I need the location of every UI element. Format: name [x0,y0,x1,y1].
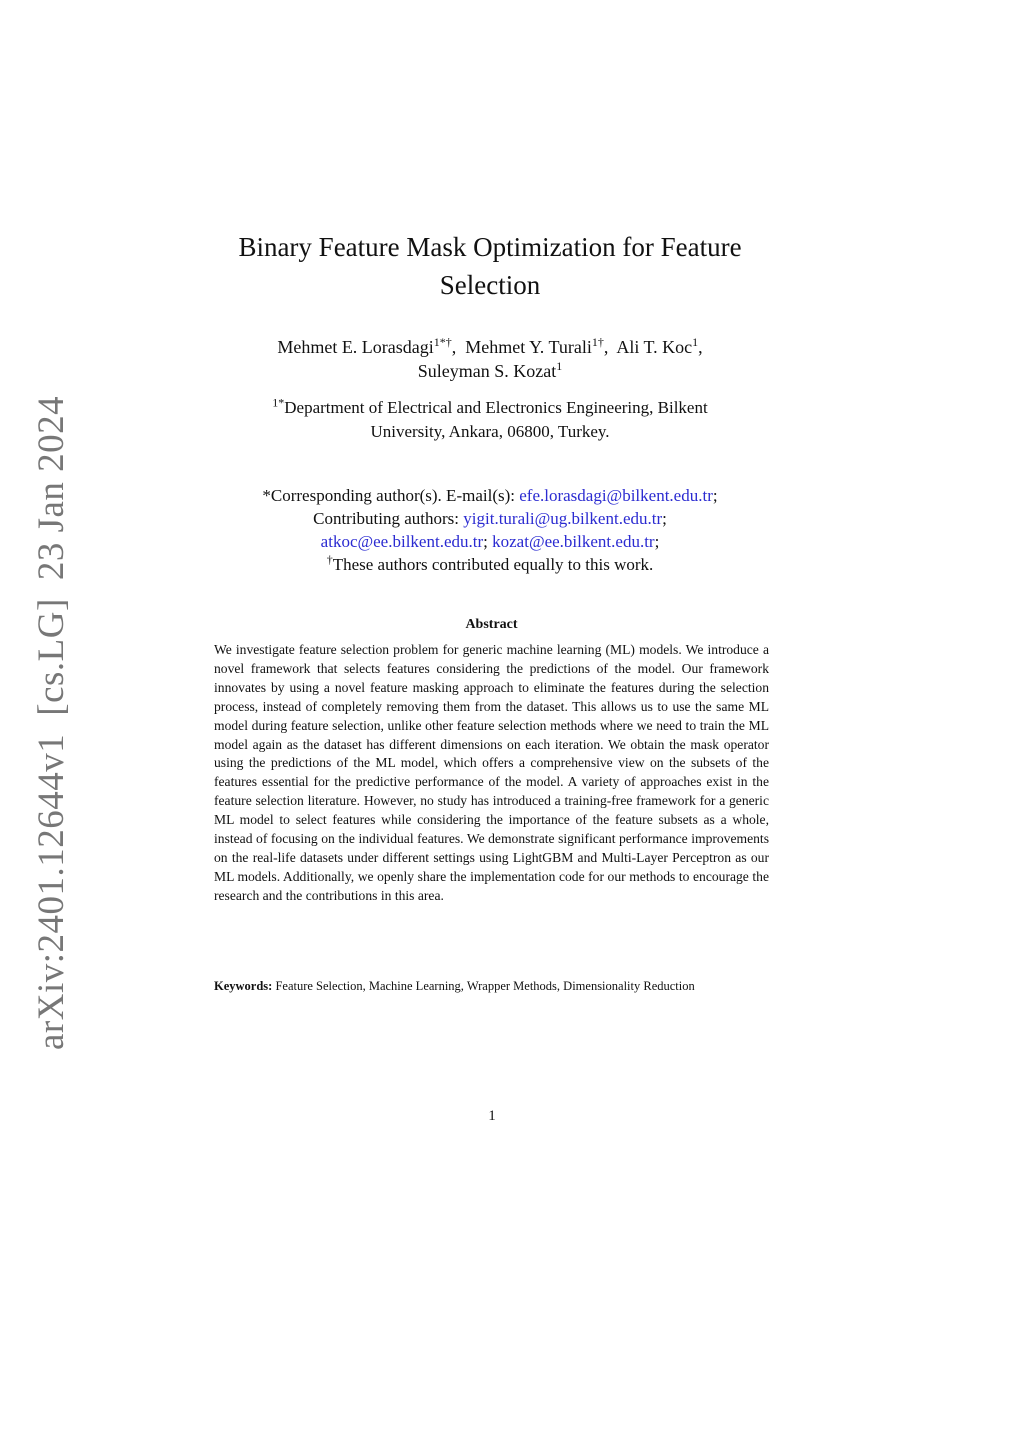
affiliation [200,396,780,444]
paper-title [205,228,775,304]
page-number: 1 [488,1108,496,1124]
author-mark: 1*† [433,335,452,349]
email-link[interactable]: yigit.turali@ug.bilkent.edu.tr [463,509,663,528]
equal-contribution-note: These authors contributed equally to this work. [332,555,654,574]
arxiv-id: arXiv:2401.12644v1 [31,733,72,1050]
affiliation-line1: Department of Electrical and Electronics Engineering, Bilkent [284,398,708,417]
author-name: Ali T. Koc [616,337,693,357]
abstract-text: We investigate feature selection problem for generic machine learning (ML) models. We introduce a novel framework that selects features considering the predictions of the model. Our framework innovates by using a novel feature masking approach to eliminate the features during the selection process, instead of completely removing them from the dataset. This allows us to use the same ML model during feature selection, unlike other feature selection methods where we need to train the ML model again as the dataset has different dimensions on each iteration. We obtain the mask operator using the predictions of the ML model, which offers a comprehensive view on the subsets of the features essential for the predictive performance of the model. A variety of approaches exist in the feature selection literature. However, no study has introduced a training-free framework for a generic ML model to select features while considering the importance of the feature subsets as a whole, instead of focusing on the individual features. We demonstrate significant performance improvements on the real-life datasets under different settings using LightGBM and Multi-Layer Perceptron as our ML models. Additionally, we openly share the implementation code for our methods to encourage the research and the contributions in this area. [214,642,769,903]
author-name: Mehmet E. Lorasdagi [277,337,434,357]
affiliation-line2: University, Ankara, 06800, Turkey. [370,422,610,441]
corresponding-label: *Corresponding author(s). E-mail(s): [262,486,520,505]
keywords-text: Feature Selection, Machine Learning, Wrapper Methods, Dimensionality Reduction [275,979,695,993]
paper-title-line2: Selection [439,270,541,300]
email-link[interactable]: atkoc@ee.bilkent.edu.tr [320,532,484,551]
author-mark: 1 [556,359,563,373]
author-list: Mehmet E. Lorasdagi$^{1*\dagger}$, Mehmet Y. Turali$^{1\dagger}$, Ali T. Koc$^1$, Suleyman S. Kozat$^1$ [277,335,703,381]
equal-contribution-mark: † [326,552,333,567]
email-link[interactable]: efe.lorasdagi@bilkent.edu.tr [519,486,713,505]
affiliation-mark: 1* [272,395,285,410]
arxiv-sidebar-stamp [30,378,73,1050]
author-name: Mehmet Y. Turali [465,337,592,357]
author-name: Suleyman S. Kozat [417,361,557,381]
abstract-heading: Abstract [465,617,518,632]
author-mark: 1† [591,335,604,349]
arxiv-category: [cs.LG] [31,598,72,716]
email-link[interactable]: kozat@ee.bilkent.edu.tr [492,532,655,551]
paper-title-line1: Binary Feature Mask Optimization for Feature [238,232,742,262]
correspondence-block: *Corresponding author(s). E-mail(s): efe.lorasdagi@bilkent.edu.tr; Contributing authors: yigit.turali@ug.bilkent.edu.tr; atkoc@ee.bilkent.edu.tr; kozat@ee.bilkent.edu.tr; †These authors contributed equally to this work. [262,486,718,574]
keywords [214,978,769,994]
contributing-label: Contributing authors: [313,509,464,528]
arxiv-date: 23 Jan 2024 [31,395,72,581]
author-mark: 1 [692,335,699,349]
keywords-label: Keywords: [214,979,273,993]
